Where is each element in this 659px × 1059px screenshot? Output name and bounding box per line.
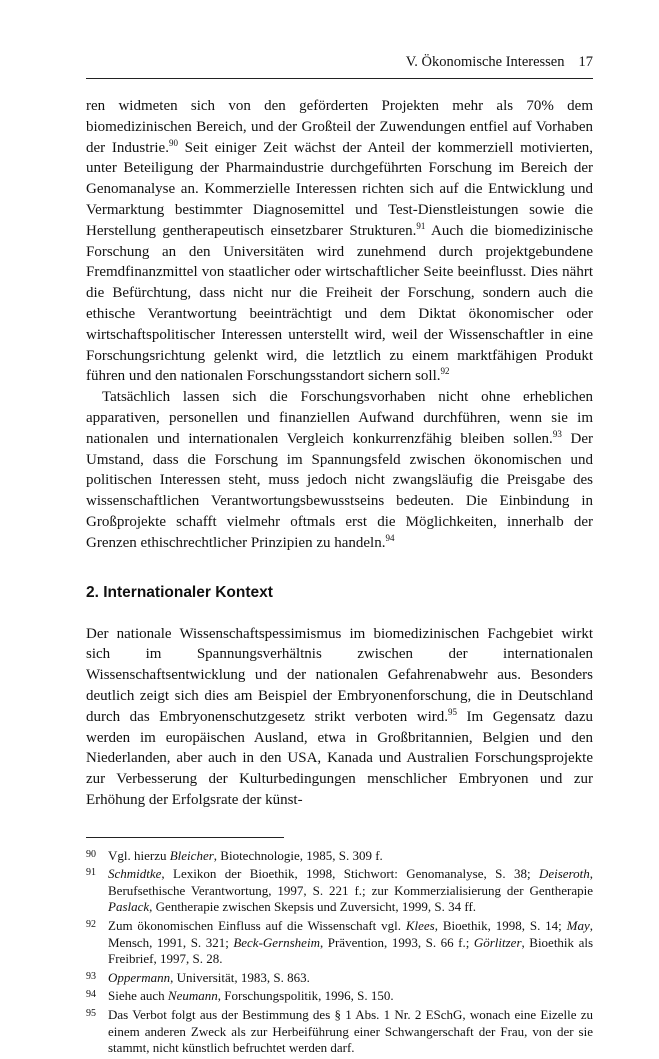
section-heading: 2. Internationaler Kontext xyxy=(86,583,273,601)
footnote-text: Schmidtke, Lexikon der Bioethik, 1998, Stichwort: Genomanalyse, S. 38; Deiseroth, Berufsethische Verantwortung, 1997, S. 221 f.; zur Kommerzialisierung der Gentherapie Paslack, Gentherapie zwischen Skepsis und Zuversicht, 1999, S. 34 ff. xyxy=(108,866,593,915)
footnote-text: Das Verbot folgt aus der Bestimmung des § 1 Abs. 1 Nr. 2 ESchG, wonach eine Eizelle zu einem anderen Zweck als zur Herbeiführung einer Schwangerschaft der Frau, von der sie stammt, nicht künstlich befruchtet werden darf. xyxy=(108,1007,593,1056)
footnote-text: Siehe auch Neumann, Forschungspolitik, 1996, S. 150. xyxy=(108,988,394,1004)
page-number: 17 xyxy=(578,54,593,70)
footnote-ref[interactable]: 95 xyxy=(448,706,458,717)
text-run: Im Gegensatz dazu werden im europäischen Ausland, etwa in Großbritannien, Belgien und den Niederlanden, aber auch in den USA, Kanada und Australien Forschungsprojekte zur Verbesserung der Kulturbedingungen menschlicher Embryonen und zur Erhöhung der Erfolgsrate der künst- xyxy=(86,708,593,808)
footnote xyxy=(86,1007,593,1057)
footnote-number: 94 xyxy=(86,989,96,1001)
footnote-text: Zum ökonomischen Einfluss auf die Wissenschaft vgl. Klees, Bioethik, 1998, S. 14; May, Mensch, 1991, S. 321; Beck-Gernsheim, Prävention, 1993, S. 66 f.; Görlitzer, Bioethik als Freibrief, 1997, S. 28. xyxy=(108,918,594,967)
footnotes xyxy=(86,848,593,1057)
footnote xyxy=(86,988,593,1005)
footnote-number: 93 xyxy=(86,970,96,982)
text-run: Tatsächlich lassen sich die Forschungsvorhaben nicht ohne erheblichen apparativen, personellen und finanziellen Aufwand durchführen, wenn sie im nationalen und internationalen Vergleich konkurrenzfähig bleiben sollen. xyxy=(86,389,593,447)
footnote-ref[interactable]: 93 xyxy=(552,428,562,439)
body-paragraph xyxy=(86,624,593,811)
footnote-number: 91 xyxy=(86,867,96,879)
body-paragraph xyxy=(86,96,593,387)
footnote-text: Oppermann, Universität, 1983, S. 863. xyxy=(108,969,310,985)
footnote-ref[interactable]: 90 xyxy=(168,137,178,148)
footnote xyxy=(86,970,593,987)
running-header xyxy=(86,54,593,79)
footnote-ref[interactable]: 92 xyxy=(440,366,450,377)
footnote xyxy=(86,866,593,916)
footnote xyxy=(86,918,593,968)
body-paragraph xyxy=(86,387,593,553)
text-run: Der nationale Wissenschaftspessimismus im biomedizinischen Fachgebiet wirkt sich im Spannungsverhältnis zwischen der internationalen Wissenschaftsentwicklung und der nationalen Gefahrenabwehr aus. Besonders deutlich zeigt sich dies am Beispiel der Embryonenforschung, die in Deutschland durch das Embryonenschutzgesetz strikt verboten wird. xyxy=(86,625,593,725)
footnote-divider xyxy=(86,837,284,838)
page-body xyxy=(86,96,593,1059)
text-run: Der Umstand, dass die Forschung im Spannungsfeld zwischen ökonomischen und politischen Interessen steht, muss jedoch nicht zwangsläufig die Preisgabe des wissenschaftlichen Verantwortungsbewusstseins bedeuten. Die Einbindung in Großprojekte schafft vielmehr oftmals erst die Möglichkeiten, innerhalb der Grenzen ethischrechtlicher Prinzipien zu handeln. xyxy=(86,430,593,551)
text-run: Auch die biomedizinische Forschung an den Universitäten wird zunehmend durch projektgebundene Fremdfinanzmittel von staatlicher oder wirtschaftlicher Seite beeinflusst. Dies nährt die Befürchtung, dass nicht nur die Freiheit der Forschung, sondern auch die ethische Verantwortung beeinträchtigt und dem Diktat ökonomischer oder wirtschaftspolitischer Interessen unterstellt wird, weil der Wissenschaftler in eine Forschungsrichtung gelenkt wird, die letztlich zu einem marktfähigen Produkt führen und den nationalen Forschungsstandort sichern soll. xyxy=(86,222,593,385)
footnote-number: 92 xyxy=(86,919,96,931)
text-run: ren widmeten sich von den geförderten Projekten mehr als 70% dem biomedizinischen Bereich, und der Großteil der Zuwendungen entfiel auf Vorhaben der Industrie. xyxy=(86,98,593,156)
footnote-text: Vgl. hierzu Bleicher, Biotechnologie, 1985, S. 309 f. xyxy=(108,847,383,863)
footnote xyxy=(86,848,593,865)
footnote-ref[interactable]: 91 xyxy=(416,220,426,231)
footnote-ref[interactable]: 94 xyxy=(385,532,395,543)
footnote-number: 95 xyxy=(86,1008,96,1020)
running-title: V. Ökonomische Interessen xyxy=(405,54,565,70)
text-run: Seit einiger Zeit wächst der Anteil der kommerziell motivierten, unter Beteiligung der Pharmaindustrie durchgeführten Forschung im Bereich der Genomanalyse an. Kommerzielle Interessen richten sich auf die Entwicklung und Vermarktung bestimmter Diagnosemittel und Test-Dienstleistungen sowie die Herstellung gentherapeutisch einsetzbarer Strukturen. xyxy=(86,139,593,239)
footnote-number: 90 xyxy=(86,848,96,860)
